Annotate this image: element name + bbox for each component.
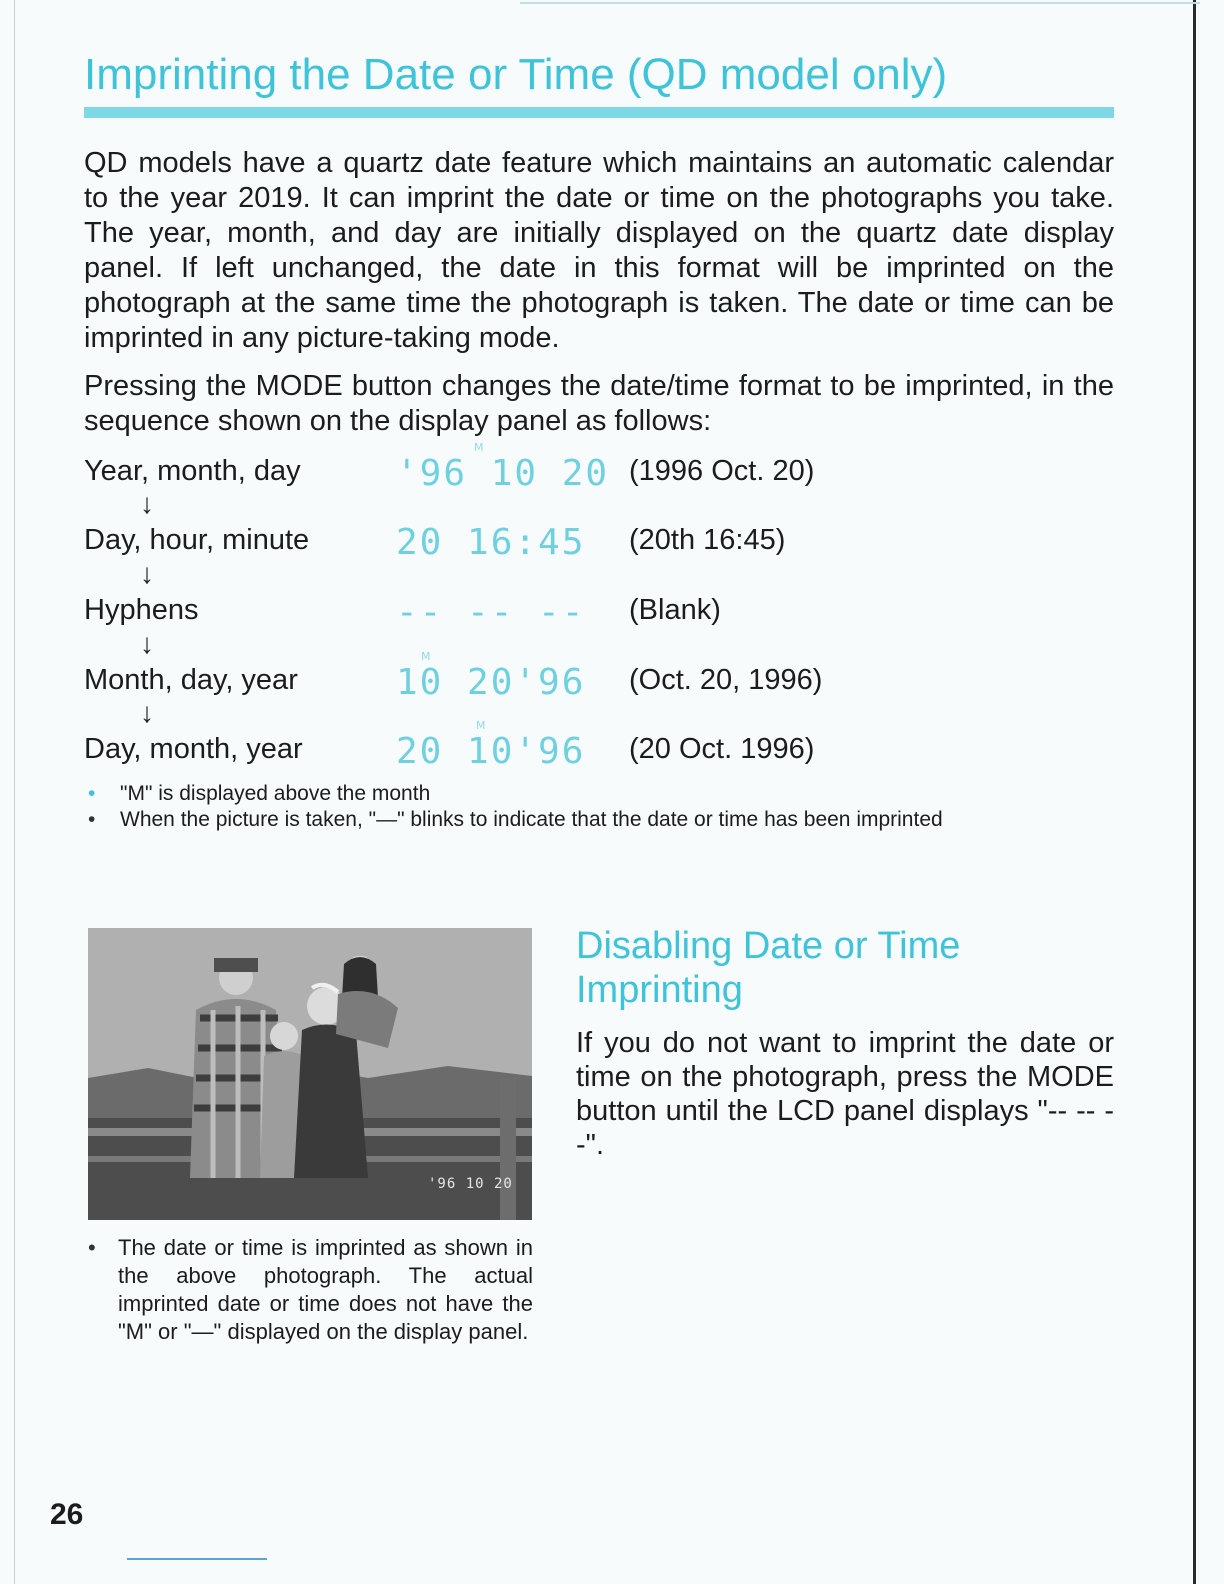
sequence-note: (1996 Oct. 20) [629, 455, 815, 487]
page-title: Imprinting the Date or Time (QD model only) [84, 50, 948, 99]
mode-paragraph: Pressing the MODE button changes the date/time format to be imprinted, in the sequence shown on the display panel as follows: [84, 370, 1114, 437]
photo-date-stamp: '96 10 20 [428, 1176, 513, 1192]
lcd-display: 20 10'96 [396, 731, 586, 772]
page-top-edge [520, 2, 1200, 4]
note-item [88, 808, 943, 832]
note-text: When the picture is taken, "—" blinks to indicate that the date or time has been imprinted [120, 808, 943, 831]
lcd-display: 10 20'96 [396, 662, 586, 703]
sequence-note: (20th 16:45) [629, 524, 786, 556]
title-rule [84, 107, 1114, 118]
note-text: "M" is displayed above the month [120, 782, 431, 805]
sequence-label: Year, month, day [84, 455, 301, 487]
lcd-display: -- -- -- [396, 592, 586, 633]
arrow-down-icon: ↓ [140, 628, 154, 659]
page-number: 26 [50, 1498, 84, 1531]
arrow-down-icon: ↓ [140, 697, 154, 728]
footer-line [127, 1558, 267, 1560]
sequence-row [84, 524, 1124, 574]
sequence-label: Day, hour, minute [84, 524, 310, 556]
disable-paragraph: If you do not want to imprint the date or time on the photograph, press the MODE button until the LCD panel displays "-- -- --". [576, 1027, 1114, 1161]
caption-text: The date or time is imprinted as shown in the above photograph. The actual imprinted date or time does not have the "M" or "—" displayed on the display panel. [118, 1235, 533, 1344]
month-marker: M [476, 719, 486, 732]
bullet-icon: • [88, 782, 96, 805]
sequence-note: (20 Oct. 1996) [629, 733, 815, 765]
page-right-edge [1193, 0, 1196, 1584]
section-heading: Disabling Date or Time Imprinting [576, 925, 961, 1011]
sequence-note: (Blank) [629, 594, 721, 626]
sequence-row [84, 719, 1124, 783]
sequence-label: Month, day, year [84, 664, 298, 696]
family-photograph [88, 928, 532, 1220]
month-marker: M [474, 441, 484, 454]
lcd-display: 20 16:45 [396, 522, 586, 563]
bullet-icon: • [88, 808, 96, 831]
lcd-display: '96 10 20 [396, 453, 610, 494]
intro-paragraph: QD models have a quartz date feature which maintains an automatic calendar to the year 2019. It can imprint the date or time on the photographs you take. The year, month, and day are initially displayed on the quartz date display panel. If left unchanged, the date in this format will be imprinted on the photograph at the same time the photograph is taken. The date or time can be imprinted in any picture-taking mode. [84, 147, 1114, 354]
bullet-icon: • [88, 1235, 96, 1260]
note-item [88, 782, 430, 806]
sequence-row [84, 594, 1124, 644]
sequence-label: Day, month, year [84, 733, 303, 765]
sequence-note: (Oct. 20, 1996) [629, 664, 823, 696]
sequence-row [84, 650, 1124, 714]
arrow-down-icon: ↓ [140, 488, 154, 519]
sequence-label: Hyphens [84, 594, 199, 626]
page-left-edge [14, 0, 15, 1584]
photo-caption [88, 1234, 533, 1346]
sequence-row [84, 441, 1124, 505]
month-marker: M [421, 650, 431, 663]
arrow-down-icon: ↓ [140, 558, 154, 589]
